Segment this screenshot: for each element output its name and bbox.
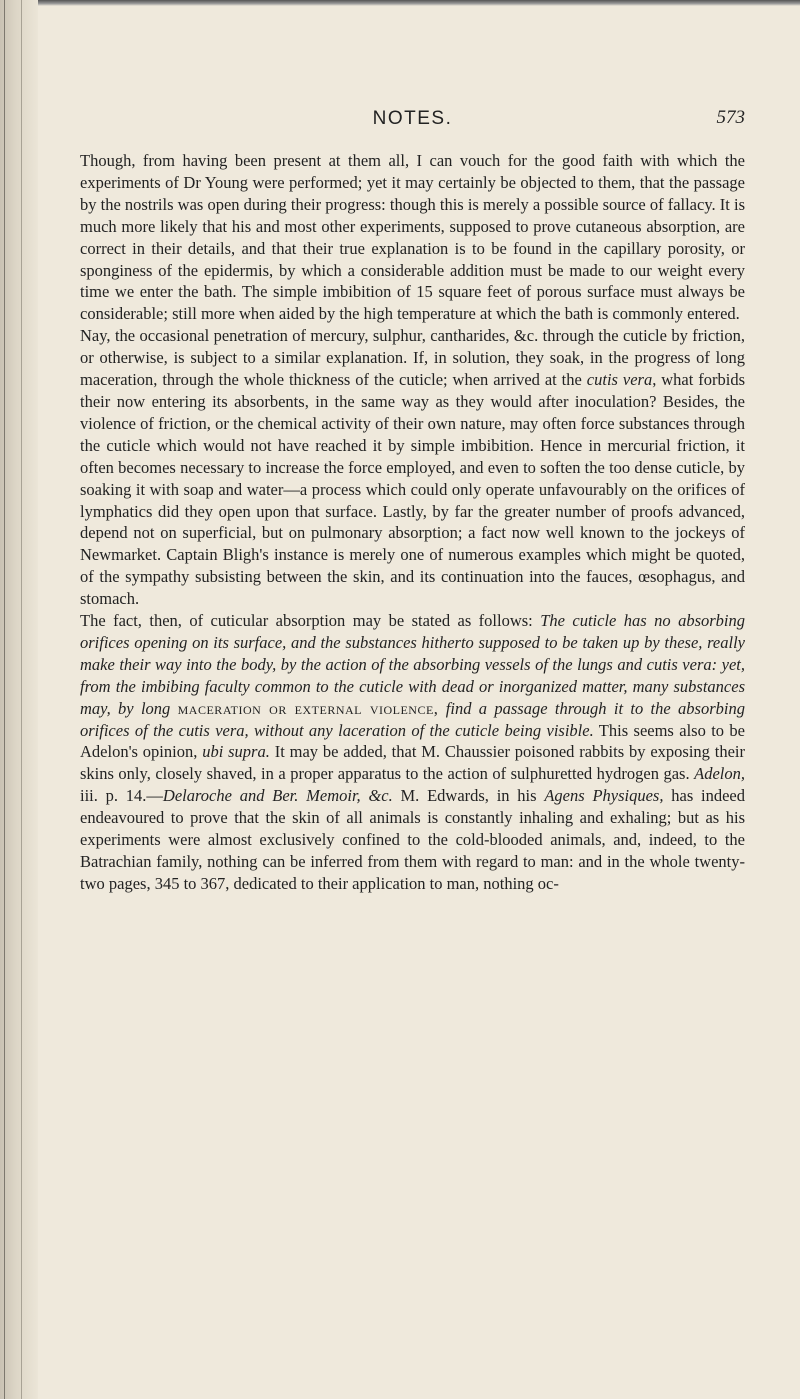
paragraph-2-italic-1: cutis vera xyxy=(586,370,653,390)
binding-line xyxy=(4,0,5,1399)
paragraph-3-italic-3: ubi supra. xyxy=(202,742,270,762)
page-number: 573 xyxy=(716,107,745,128)
paragraph-2-text-1: Nay, the occasional penetration of mercury, sulphur, cantharides, &c. through the cuticle by friction, or otherwise, is subject to a similar explanation. If, in solution, they soak, in the progress of long maceration, through the whole thickness of the cuticle; when arrived at the xyxy=(80,326,745,390)
paragraph-3-text-3: It may be added, that M. Chaussier poisoned rabbits by exposing their skins only, closely shaved, in a proper apparatus to the action of sulphuretted hydrogen gas. xyxy=(80,742,745,784)
paragraph-3-text-2: This seems also to be Adelon's opinion, xyxy=(80,720,745,762)
paragraph-3-text-5: M. Edwards, in his xyxy=(392,786,545,806)
paragraph-1: Though, from having been present at them all, I can vouch for the good faith with which the experiments of Dr Young were performed; yet it may certainly be objected to them, that the passage by the nostrils was open during their progress: though this is merely a possible source of fallacy. It is much more likely that his and most other experiments, supposed to prove cutaneous absorption, are correct in their details, and that their true explanation is to be found in the capillary porosity, or sponginess of the epidermis, by which a considerable addition must be made to our weight every time we enter the bath. The simple imbibition of 15 square feet of porous surface must always be considerable; still more when aided by the high temperature at which the bath is commonly entered. xyxy=(80,151,745,324)
paragraph-3-italic-2: find a passage through it to the absorbing orifices of the cutis vera, without any laceration of the cuticle being visible. xyxy=(80,698,745,740)
paragraph-3-italic-1: The cuticle has no absorbing orifices opening on its surface, and the substances hitherto supposed to be taken up by these, really make their way into the body, by the action of the absorbing vessels of the lungs and cutis vera: yet, from the imbibing faculty common to the cuticle with dead or inorganized matter, many substances may, by long xyxy=(80,611,745,718)
paragraph-3-smallcaps-1: maceration or external violence, xyxy=(177,698,439,718)
body-text xyxy=(80,150,745,895)
paragraph-3-text-4: iii. p. 14.— xyxy=(80,786,163,806)
page xyxy=(80,0,745,895)
running-head xyxy=(80,0,745,150)
paragraph-3-text-6: has indeed endeavoured to prove that the skin of all animals is constantly inhaling and exhaling; but as his experiments were almost exclusively confined to the cold-blooded animals, and, indeed, to the Batrachian family, nothing can be inferred from them with regard to man: and in the whole twenty-two pages, 345 to 367, dedicated to their application to man, nothing oc- xyxy=(80,786,745,893)
page-title: NOTES. xyxy=(372,108,453,129)
paragraph-2-text-2: , what forbids their now entering its absorbents, in the same way as they would after inoculation? Besides, the violence of friction, or the chemical activity of their own nature, may often force substances through the cuticle which would not have reached it by simple imbibition. Hence in mercurial friction, it often becomes necessary to increase the force employed, and even to soften the too dense cuticle, by soaking it with soap and water—a process which could only operate unfavourably on the orifices of lymphatics did they open upon that surface. Lastly, by far the greater number of proofs advanced, depend not on superficial, but on pulmonary absorption; a fact now well known to the jockeys of Newmarket. Captain Bligh's instance is merely one of numerous examples which might be quoted, of the sympathy subsisting between the skin, and its continuation into the fauces, œsophagus, and stomach. xyxy=(80,370,746,609)
paragraph-3-italic-6: Agens Physiques, xyxy=(544,786,664,806)
paragraph-3-text-1: The fact, then, of cuticular absorption may be stated as follows: xyxy=(80,611,541,631)
paragraph-3 xyxy=(80,610,745,895)
paragraph-3-italic-5: Delaroche and Ber. Memoir, &c. xyxy=(162,786,393,806)
page-binding-edge xyxy=(0,0,38,1399)
binding-line-inner xyxy=(21,0,22,1399)
paragraph-3-italic-4: Adelon, xyxy=(694,764,745,784)
paragraph-2 xyxy=(80,325,745,610)
